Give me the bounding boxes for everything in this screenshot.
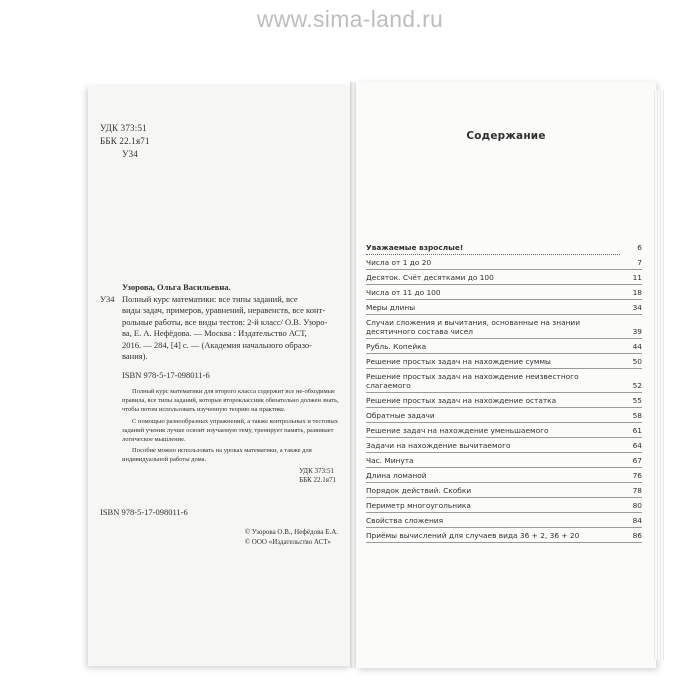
copyright xyxy=(245,527,338,547)
toc-entry xyxy=(366,513,642,528)
toc-entry-label: Задачи на нахождение вычитаемого xyxy=(366,441,511,450)
isbn-bottom: ISBN 978-5-17-098011-6 xyxy=(100,507,188,517)
toc-entry-label: Десяток. Счёт десятками до 100 xyxy=(366,273,494,282)
toc-entry-label: Числа от 1 до 20 xyxy=(366,258,432,267)
toc-entry-page: 84 xyxy=(632,516,642,525)
toc-entry xyxy=(366,423,642,438)
toc-entry-page: 61 xyxy=(632,426,642,435)
toc-entry-page: 50 xyxy=(632,357,642,366)
page-edges xyxy=(654,90,664,660)
toc-entry-label: Свойства сложения xyxy=(366,516,444,525)
udk-code: УДК 373:51 xyxy=(100,123,147,133)
toc-entry-page: 18 xyxy=(632,288,642,297)
annotation-paragraph: Пособие можно использовать на уроках математики, а также для индивидуальной работы дома. xyxy=(122,447,312,464)
biblio-line: рольные работы, все виды тестов: 2-й класс/ О.В. Узоро- xyxy=(122,316,328,327)
toc-entry-page: 64 xyxy=(632,441,642,450)
toc-entry-label: Периметр многоугольника xyxy=(366,501,471,510)
toc-entry-page: 80 xyxy=(632,501,642,510)
toc-entry xyxy=(366,528,642,543)
copyright-authors: © Узорова О.В., Нефёдова Е.А. xyxy=(244,528,338,536)
toc-entry xyxy=(366,354,642,369)
toc-entry xyxy=(366,408,642,423)
toc-entry xyxy=(366,255,642,270)
toc-entry-page: 44 xyxy=(632,342,642,351)
classification-codes-small xyxy=(299,467,336,485)
annotation-paragraph: Полный курс математики для второго класса содержит все не-обходимые правила, все типы заданий, которые второклассник обязательно должен знать, чтобы потом использовать изученную теорию на практике. xyxy=(122,388,339,414)
right-page xyxy=(356,82,656,668)
toc-entry-label: Случаи сложения и вычитания, основанные на знании десятичного состава чисел xyxy=(366,318,581,336)
biblio-line: ва, Е. А. Нефёдова. — Москва : Издательство АСТ, xyxy=(122,328,307,338)
toc-entry-page: 11 xyxy=(632,273,642,282)
table-of-contents xyxy=(366,240,642,543)
toc-entry-label: Приёмы вычислений для случаев вида 36 + 2, 36 + 20 xyxy=(366,531,580,540)
biblio-line: 2016. — 284, [4] с. — (Академия начального образо- xyxy=(122,339,313,350)
toc-entry xyxy=(366,393,642,408)
toc-entry-page: 39 xyxy=(632,327,642,336)
toc-entry-page: 76 xyxy=(632,471,642,480)
toc-entry xyxy=(366,300,642,315)
toc-entry-page: 78 xyxy=(632,486,642,495)
toc-entry-page: 58 xyxy=(632,411,642,420)
author-sign: У34 xyxy=(122,149,138,159)
toc-title: Содержание xyxy=(466,130,546,142)
toc-entry-label: Меры длины xyxy=(366,303,416,312)
toc-entry xyxy=(366,270,642,285)
biblio-line: виды задач, примеров, уравнений, неравенств, все конт- xyxy=(122,305,326,315)
toc-entry-page: 34 xyxy=(632,303,642,312)
toc-entry-page: 7 xyxy=(637,258,642,267)
toc-entry xyxy=(366,453,642,468)
toc-entry xyxy=(366,285,642,300)
watermark: www.sima-land.ru xyxy=(256,6,444,32)
toc-entry xyxy=(366,438,642,453)
toc-entry xyxy=(366,369,642,393)
toc-entry-page: 52 xyxy=(632,381,642,390)
toc-entry-page: 86 xyxy=(632,531,642,540)
toc-entry-label: Решение простых задач на нахождение суммы xyxy=(366,357,551,366)
toc-entry xyxy=(366,468,642,483)
bbk-code-small: ББК 22.1я71 xyxy=(299,476,336,484)
bbk-code: ББК 22.1я71 xyxy=(100,136,150,146)
toc-entry-label: Рубль. Копейка xyxy=(366,342,427,351)
biblio-line: Полный курс математики: все типы заданий, все xyxy=(122,293,298,304)
toc-entry xyxy=(366,483,642,498)
classification-codes xyxy=(100,122,150,161)
toc-entry-page: 55 xyxy=(632,396,642,405)
toc-entry-label: Решение простых задач на нахождение остатка xyxy=(366,396,557,405)
isbn: ISBN 978-5-17-098011-6 xyxy=(122,370,210,380)
toc-entry-label: Порядок действий. Скобки xyxy=(366,486,472,495)
toc-entry-page: 6 xyxy=(637,243,642,252)
annotation xyxy=(122,387,348,467)
toc-entry xyxy=(366,315,642,339)
biblio-code: У34 xyxy=(100,293,115,304)
toc-entry xyxy=(366,240,642,255)
toc-entry-label: Решение задач на нахождение уменьшаемого xyxy=(366,426,549,435)
toc-entry-label: Обратные задачи xyxy=(366,411,435,420)
bibliographic-record xyxy=(100,282,348,363)
toc-entry xyxy=(366,498,642,513)
toc-entry xyxy=(366,339,642,354)
copyright-publisher: © ООО «Издательство АСТ» xyxy=(244,538,331,546)
udk-code-small: УДК 373:51 xyxy=(299,467,334,475)
toc-entry-page: 67 xyxy=(632,456,642,465)
biblio-line: вания). xyxy=(122,351,148,361)
toc-entry-label: Час. Минута xyxy=(366,456,414,465)
author-name: Узорова, Ольга Васильевна. xyxy=(122,282,231,292)
left-page xyxy=(88,86,352,666)
open-book xyxy=(88,76,668,656)
annotation-paragraph: С помощью разнообразных упражнений, а также контрольных и тестовых заданий ученик лучше освоит изучаемую тему, тренирует память, развивает логическое мышление. xyxy=(122,417,338,444)
toc-entry-label: Уважаемые взрослые! xyxy=(366,243,464,252)
toc-entry-label: Числа от 11 до 100 xyxy=(366,288,441,297)
toc-entry-label: Решение простых задач на нахождение неизвестного слагаемого xyxy=(366,372,579,390)
toc-entry-label: Длина ломаной xyxy=(366,471,427,480)
